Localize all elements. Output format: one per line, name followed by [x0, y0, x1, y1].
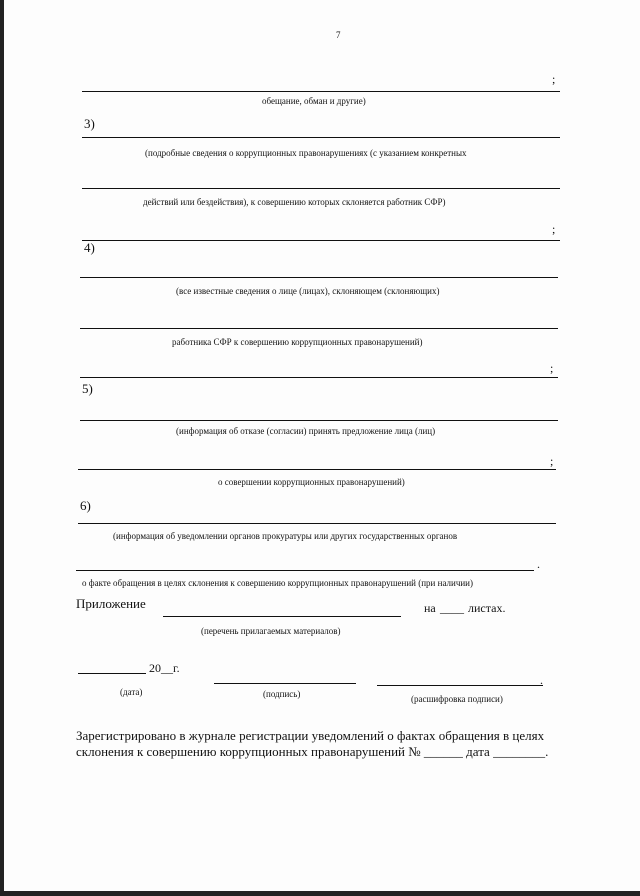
signature-caption: (подпись): [263, 689, 301, 699]
caption-6a: (информация об уведомлении органов прокуратуры или других государственных органов: [113, 531, 458, 541]
line-end-semicolon: ;: [552, 72, 556, 86]
caption-6b: о факте обращения в целях склонения к совершению коррупционных правонарушений (при наличии): [82, 578, 473, 588]
line-end-period: .: [537, 557, 540, 571]
registration-line-1: Зарегистрировано в журнале регистрации уведомлений о фактах обращения в целях: [76, 728, 545, 743]
caption-5b: о совершении коррупционных правонарушений): [218, 477, 405, 487]
item-number-4: 4): [84, 240, 95, 255]
fill-line: [80, 328, 558, 329]
caption-3b: действий или бездействия), к совершению которых склоняется работник СФР): [143, 197, 446, 207]
caption-5a: (информация об отказе (согласии) принять предложение лица (лиц): [176, 426, 436, 436]
fill-line: [82, 137, 560, 138]
line-end-semicolon: ;: [550, 361, 554, 375]
decoding-line: [377, 685, 543, 686]
item-number-3: 3): [84, 116, 95, 131]
item-number-5: 5): [82, 381, 93, 396]
attachment-line: [163, 616, 401, 617]
line-end-semicolon: ;: [552, 222, 556, 236]
fill-line: [80, 420, 558, 421]
item-number-6: 6): [80, 498, 91, 513]
fill-line: [80, 377, 558, 378]
caption-4b: работника СФР к совершению коррупционных правонарушений): [172, 337, 423, 347]
page-number: 7: [336, 30, 341, 40]
caption-4a: (все известные сведения о лице (лицах), склоняющем (склоняющих): [176, 286, 440, 296]
attachment-sheets: листах.: [468, 601, 506, 615]
attachment-caption: (перечень прилагаемых материалов): [201, 626, 341, 636]
scan-edge-bottom: [0, 891, 640, 896]
fill-line: [78, 523, 556, 524]
fill-line: [82, 188, 560, 189]
year-label: 20__г.: [149, 661, 180, 675]
fill-line: [76, 570, 534, 571]
attachment-label: Приложение: [76, 596, 146, 611]
fill-line: [82, 240, 560, 241]
fill-line: [78, 469, 556, 470]
fill-line: [80, 277, 558, 278]
signature-line: [214, 683, 356, 684]
attachment-count-blank: ____: [440, 601, 464, 615]
line-end-period: .: [540, 673, 543, 687]
decoding-caption: (расшифровка подписи): [411, 694, 503, 704]
attachment-on: на: [424, 601, 436, 615]
caption-3a: (подробные сведения о коррупционных правонарушениях (с указанием конкретных: [145, 148, 467, 158]
registration-line-2: склонения к совершению коррупционных правонарушений № ______ дата ________.: [76, 744, 549, 759]
caption-2: обещание, обман и другие): [262, 96, 366, 106]
scan-edge-left: [0, 0, 4, 896]
date-line: [78, 673, 146, 674]
line-end-semicolon: ;: [550, 454, 554, 468]
fill-line: [82, 91, 560, 92]
date-caption: (дата): [120, 687, 143, 697]
